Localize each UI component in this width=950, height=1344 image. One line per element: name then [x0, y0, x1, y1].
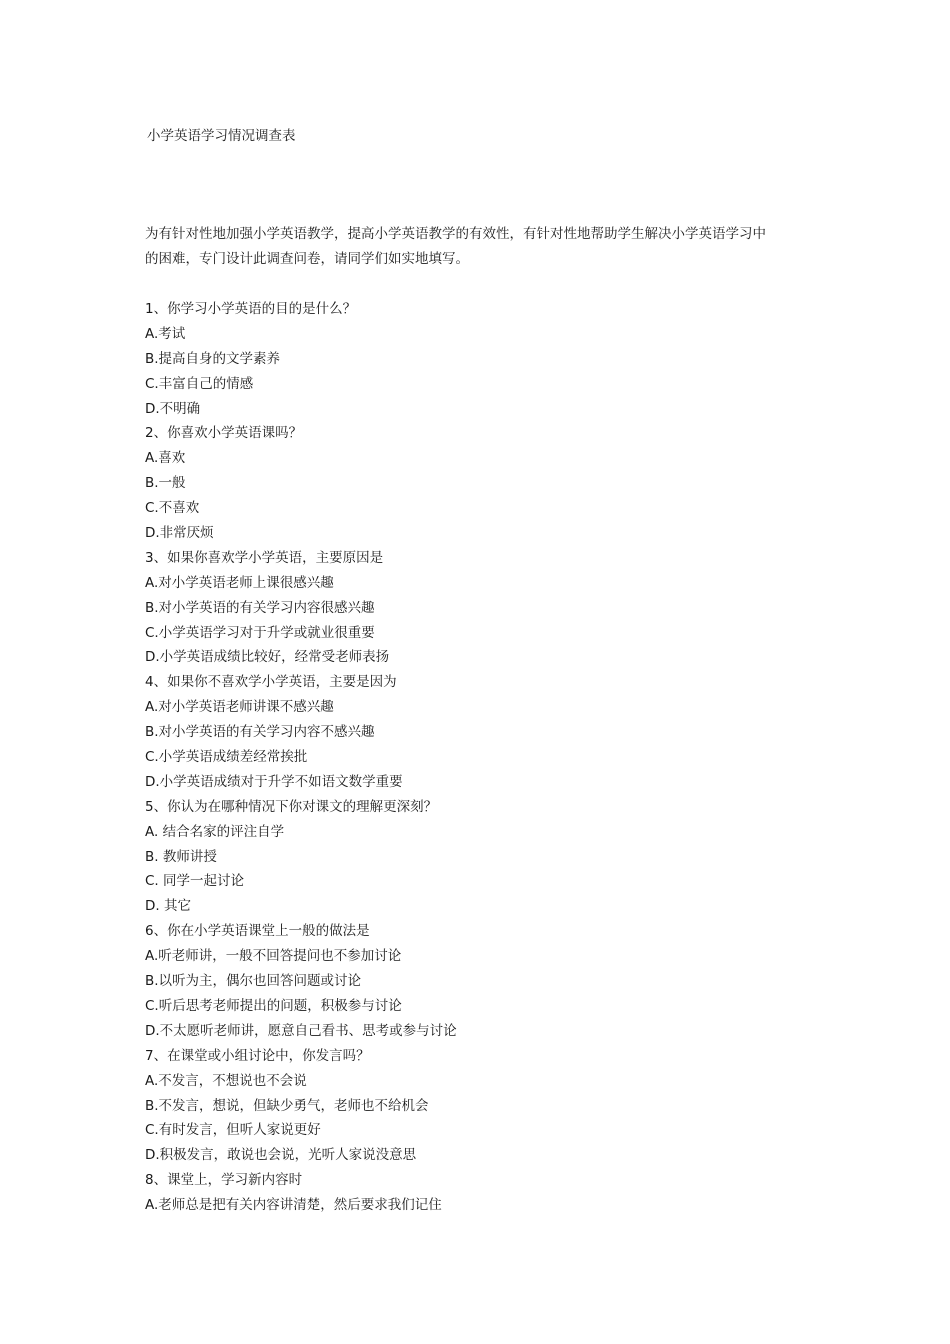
question-text: 6、你在小学英语课堂上一般的做法是	[145, 923, 370, 940]
answer-option: A.喜欢	[145, 450, 186, 467]
question-block	[145, 795, 825, 919]
answer-option: D.非常厌烦	[145, 525, 214, 542]
question-block	[145, 919, 825, 1043]
answer-option: C.小学英语成绩差经常挨批	[145, 749, 308, 766]
question-text: 8、课堂上，学习新内容时	[145, 1172, 303, 1189]
question-text: 7、在课堂或小组讨论中，你发言吗？	[145, 1047, 370, 1064]
question-block	[145, 546, 825, 670]
answer-option: B.一般	[145, 475, 186, 492]
answer-option: C.小学英语学习对于升学或就业很重要	[145, 624, 375, 641]
question-text: 2、你喜欢小学英语课吗？	[145, 425, 303, 442]
answer-option: A.老师总是把有关内容讲清楚，然后要求我们记住	[145, 1197, 442, 1214]
question-text: 4、如果你不喜欢学小学英语，主要是因为	[145, 674, 397, 691]
answer-option: B.对小学英语的有关学习内容不感兴趣	[145, 724, 375, 741]
answer-option: D.小学英语成绩对于升学不如语文数学重要	[145, 773, 403, 790]
answer-option: D.不明确	[145, 400, 201, 417]
answer-option: D.不太愿听老师讲，愿意自己看书、思考或参与讨论	[145, 1022, 457, 1039]
answer-option: A.对小学英语老师上课很感兴趣	[145, 574, 334, 591]
answer-option: D.积极发言，敢说也会说，光听人家说没意思	[145, 1147, 417, 1164]
question-block	[145, 1044, 825, 1168]
question-text: 1、你学习小学英语的目的是什么？	[145, 301, 357, 317]
question-block	[145, 297, 825, 421]
intro-paragraph	[145, 222, 815, 272]
answer-option: B. 教师讲授	[145, 848, 217, 865]
question-text: 3、如果你喜欢学小学英语，主要原因是	[145, 549, 384, 566]
question-block	[145, 1168, 825, 1218]
answer-option: B.不发言，想说，但缺少勇气，老师也不给机会	[145, 1097, 429, 1114]
question-block	[145, 670, 825, 794]
answer-option: D. 其它	[145, 898, 191, 915]
answer-option: C.有时发言，但听人家说更好	[145, 1122, 321, 1139]
answer-option: A.对小学英语老师讲课不感兴趣	[145, 699, 334, 716]
answer-option: D.小学英语成绩比较好，经常受老师表扬	[145, 649, 390, 666]
answer-option: A. 结合名家的评注自学	[145, 823, 285, 840]
answer-option: C.丰富自己的情感	[145, 375, 254, 392]
answer-option: B.提高自身的文学素养	[145, 350, 281, 367]
intro-line: 的困难，专门设计此调查问卷，请同学们如实地填写。	[145, 251, 469, 267]
answer-option: C.听后思考老师提出的问题，积极参与讨论	[145, 997, 402, 1014]
document-title: 小学英语学习情况调查表	[147, 128, 296, 144]
intro-line: 为有针对性地加强小学英语教学，提高小学英语教学的有效性，有针对性地帮助学生解决小学英语学习中	[145, 226, 766, 242]
question-list	[145, 297, 825, 1218]
answer-option: A.考试	[145, 325, 186, 342]
answer-option: A.听老师讲，一般不回答提问也不参加讨论	[145, 948, 402, 965]
answer-option: B.对小学英语的有关学习内容很感兴趣	[145, 599, 375, 616]
answer-option: B.以听为主，偶尔也回答问题或讨论	[145, 973, 362, 990]
answer-option: A.不发言，不想说也不会说	[145, 1072, 307, 1089]
answer-option: C. 同学一起讨论	[145, 873, 245, 890]
answer-option: C.不喜欢	[145, 500, 200, 517]
question-text: 5、你认为在哪种情况下你对课文的理解更深刻？	[145, 798, 438, 815]
question-block	[145, 421, 825, 545]
